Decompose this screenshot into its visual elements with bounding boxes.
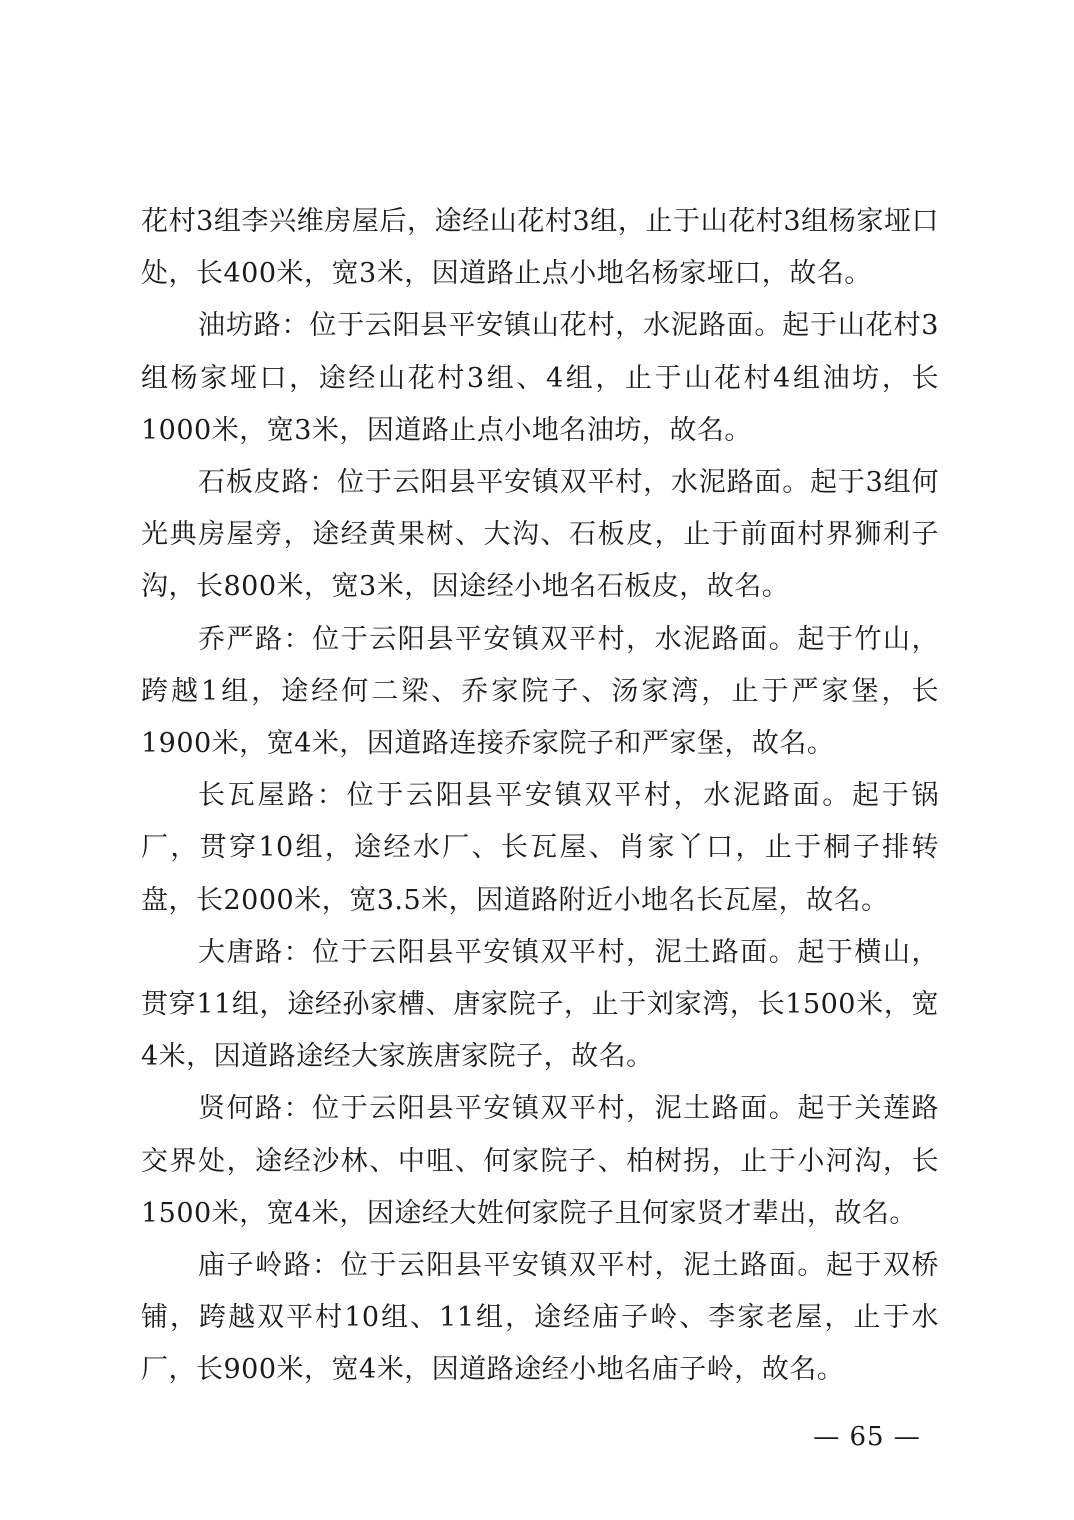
paragraph-shibanpi-road: 石板皮路：位于云阳县平安镇双平村，水泥路面。起于3组何光典房屋旁，途经黄果树、大沟、石板皮，止于前面村界狮利子沟，长800米，宽3米，因途经小地名石板皮，故名。 xyxy=(141,467,939,603)
paragraph-qiaoyan-road: 乔严路：位于云阳县平安镇双平村，水泥路面。起于竹山，跨越1组，途经何二梁、乔家院子、汤家湾，止于严家堡，长1900米，宽4米，因道路连接乔家院子和严家堡，故名。 xyxy=(141,623,939,760)
page-number: — 65 — xyxy=(813,1422,921,1452)
paragraph-xianhe-road: 贤何路：位于云阳县平安镇双平村，泥土路面。起于关莲路交界处，途经沙林、中咀、何家院子、柏树拐，止于小河沟，长1500米，宽4米，因途经大姓何家院子且何家贤才辈出，故名。 xyxy=(141,1093,939,1229)
paragraph-datang-road: 大唐路：位于云阳县平安镇双平村，泥土路面。起于横山，贯穿11组，途经孙家槽、唐家院子，止于刘家湾，长1500米，宽4米，因道路途经大家族唐家院子，故名。 xyxy=(141,936,939,1073)
paragraph-miaoziling-road: 庙子岭路：位于云阳县平安镇双平村，泥土路面。起于双桥铺，跨越双平村10组、11组，途经庙子岭、李家老屋，止于水厂，长900米，宽4米，因道路途经小地名庙子岭，故名。 xyxy=(141,1250,939,1386)
paragraph-continuation: 花村3组李兴维房屋后，途经山花村3组，止于山花村3组杨家垭口处，长400米，宽3米，因道路止点小地名杨家垭口，故名。 xyxy=(141,206,939,290)
paragraph-changwawu-road: 长瓦屋路：位于云阳县平安镇双平村，水泥路面。起于锅厂，贯穿10组，途经水厂、长瓦屋、肖家丫口，止于桐子排转盘，长2000米，宽3.5米，因道路附近小地名长瓦屋，故名。 xyxy=(141,780,939,916)
body-text xyxy=(141,196,939,1397)
paragraph-youfang-road: 油坊路：位于云阳县平安镇山花村，水泥路面。起于山花村3组杨家垭口，途经山花村3组、4组，止于山花村4组油坊，长1000米，宽3米，因道路止点小地名油坊，故名。 xyxy=(141,310,939,446)
